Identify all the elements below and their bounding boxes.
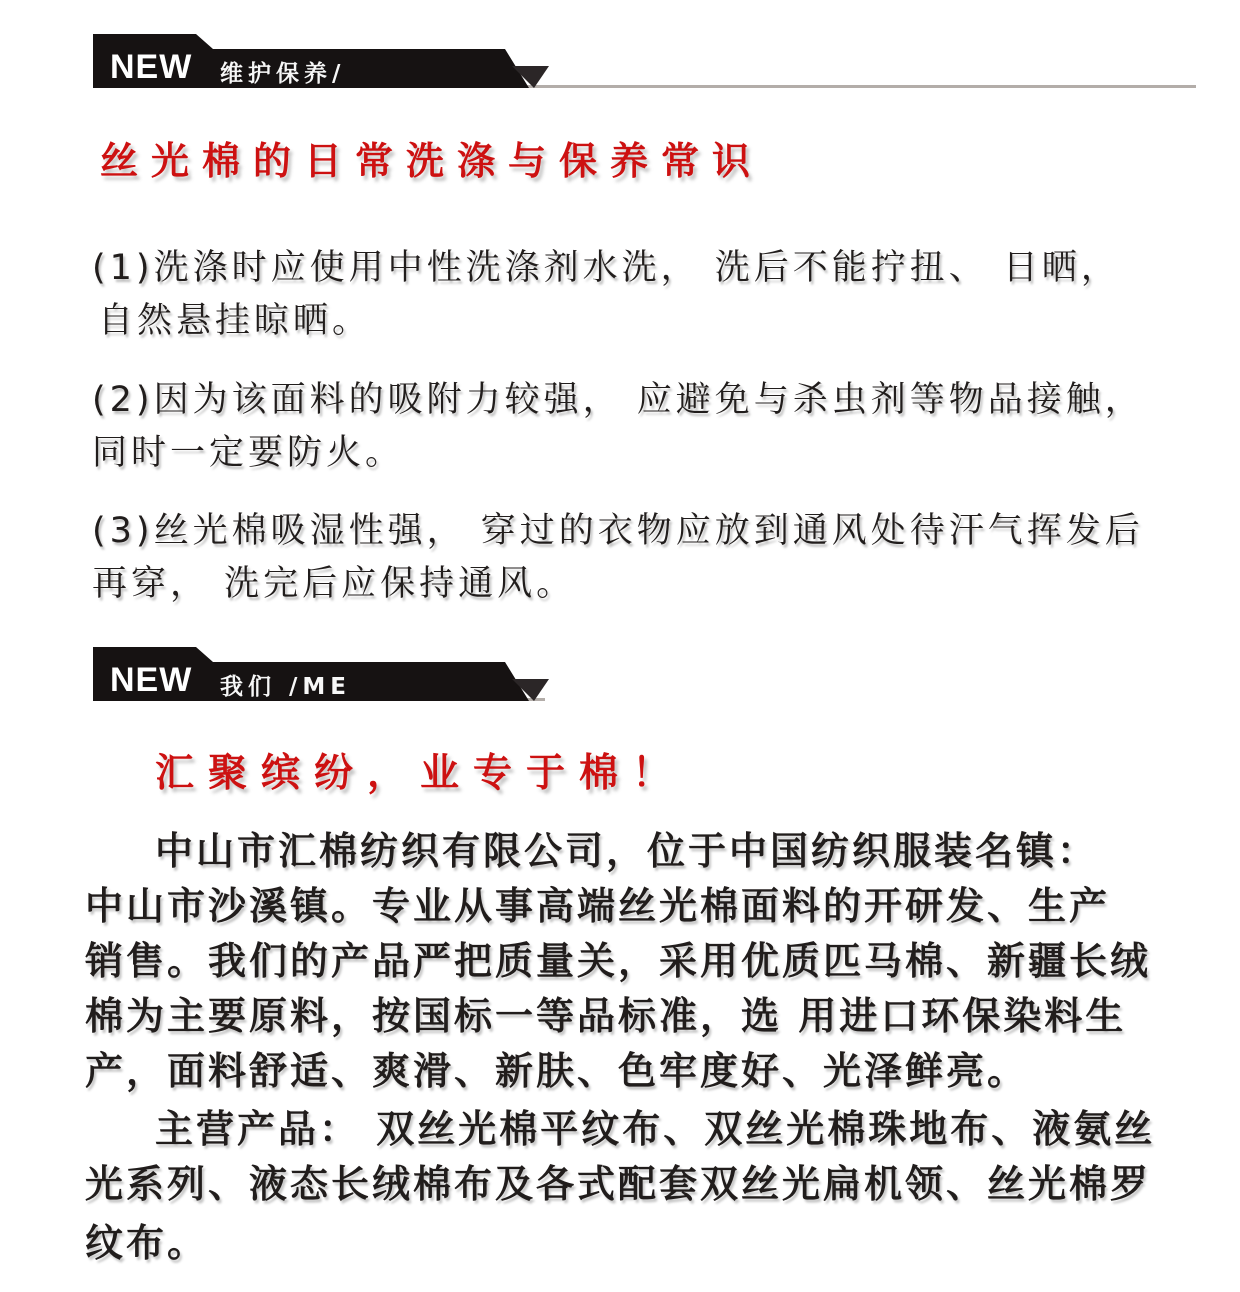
about-line-7: 光系列、液态长绒棉布及各式配套双丝光扁机领、丝光棉罗	[85, 1162, 1152, 1206]
about-section-slogan: 汇聚缤纷，业专于棉！	[155, 751, 686, 796]
about-line-2: 中山市沙溪镇。专业从事高端丝光棉面料的开研发、生产	[85, 884, 1111, 928]
about-line-5: 产，面料舒适、爽滑、新肤、色牢度好、光泽鲜亮。	[85, 1049, 1029, 1093]
care-item-1-line-1: (1)洗涤时应使用中性洗涤剂水洗， 洗后不能拧扭、 日晒，	[92, 248, 1120, 288]
care-item-3-line-1: (3)丝光棉吸湿性强， 穿过的衣物应放到通风处待汗气挥发后	[92, 511, 1144, 551]
section-banner-maintenance	[0, 30, 1240, 102]
care-section-title: 丝光棉的日常洗涤与保养常识	[100, 139, 764, 183]
banner-section-label: 维护保养/	[220, 61, 346, 87]
about-line-6: 主营产品： 双丝光棉平纹布、双丝光棉珠地布、液氨丝	[155, 1107, 1156, 1151]
about-line-3: 销售。我们的产品严把质量关，采用优质匹马棉、新疆长绒	[85, 939, 1152, 983]
about-line-8: 纹布。	[85, 1221, 209, 1265]
about-line-1: 中山市汇棉纺织有限公司，位于中国纺织服装名镇：	[155, 829, 1099, 873]
banner-new-tag: NEW	[110, 48, 193, 86]
care-item-2-line-2: 同时一定要防火。	[92, 433, 405, 473]
care-item-1-line-2: 自然悬挂晾晒。	[98, 301, 372, 341]
care-item-2-line-1: (2)因为该面料的吸附力较强， 应避免与杀虫剂等物品接触，	[92, 380, 1144, 420]
care-item-3-line-2: 再穿， 洗完后应保持通风。	[92, 564, 576, 604]
banner-new-tag: NEW	[110, 661, 193, 699]
about-line-4: 棉为主要原料，按国标一等品标准，选 用进口环保染料生	[85, 994, 1127, 1038]
banner-section-label: 我们 /ME	[220, 674, 352, 700]
section-banner-about	[0, 643, 1240, 715]
